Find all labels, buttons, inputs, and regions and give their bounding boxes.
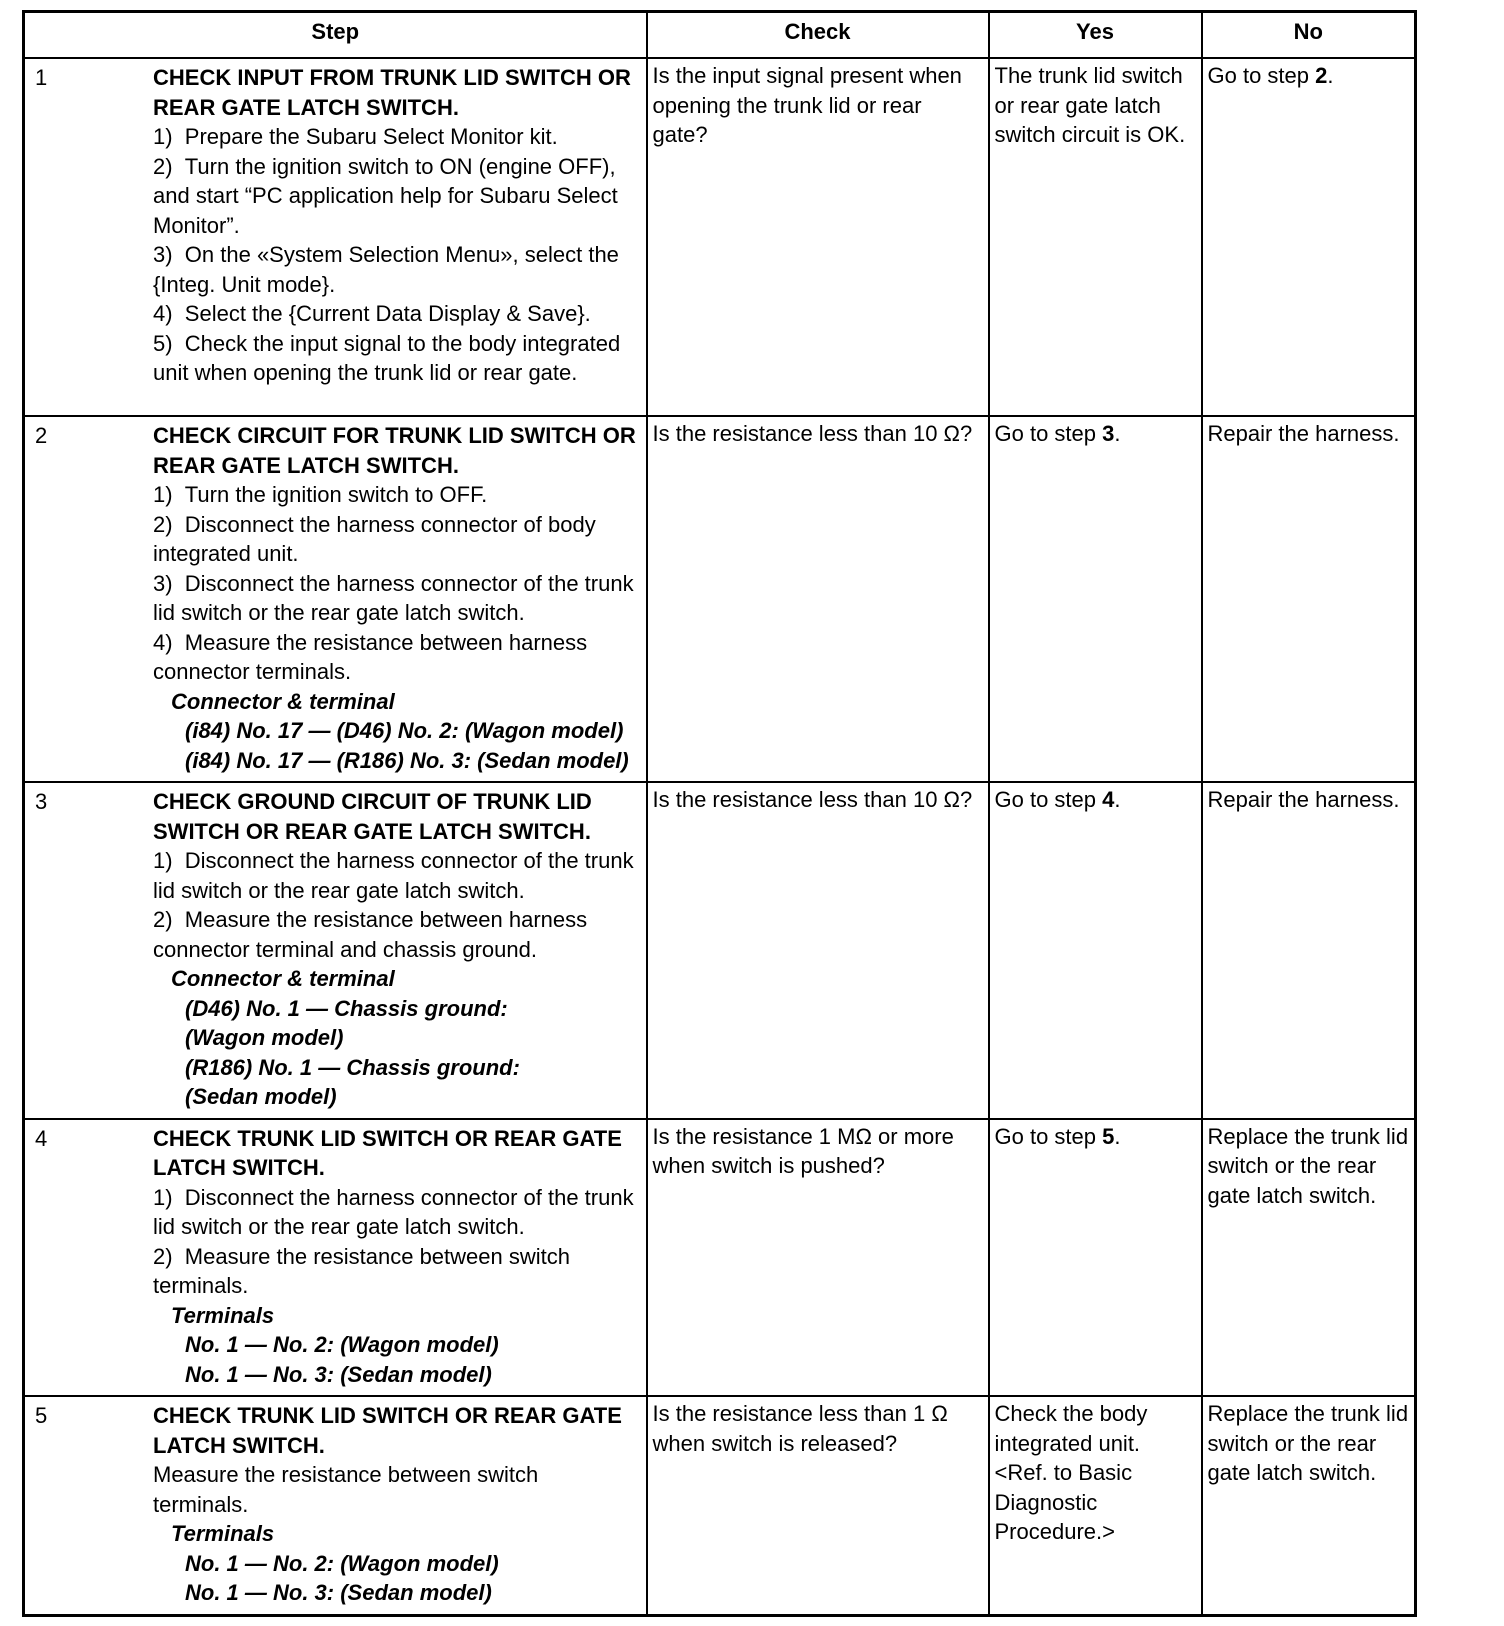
yes-text: Go to step	[994, 1123, 1103, 1149]
step-cell	[24, 1119, 647, 1397]
header-row	[24, 12, 1416, 59]
step-cell	[24, 1396, 647, 1615]
instruction: 1) Prepare the Subaru Select Monitor kit.	[153, 124, 558, 149]
step-reference: 5	[1102, 1123, 1115, 1149]
spec-line: No. 1 — No. 3: (Sedan model)	[185, 1361, 492, 1387]
header-step: Step	[24, 12, 647, 59]
step-title: CHECK TRUNK LID SWITCH OR REAR GATE LATCH SWITCH.	[153, 1125, 622, 1180]
no-text: Go to step	[1207, 63, 1316, 88]
instruction: 2) Measure the resistance between harness connector terminal and chassis ground.	[153, 907, 588, 962]
spec-line: No. 1 — No. 2: (Wagon model)	[185, 1332, 499, 1357]
step-number: 5	[35, 1403, 48, 1428]
step-title: CHECK TRUNK LID SWITCH OR REAR GATE LATCH SWITCH.	[153, 1403, 622, 1458]
step-cell	[24, 416, 647, 782]
spec-line: (Wagon model)	[185, 1025, 344, 1050]
spec-line: (i84) No. 17 — (D46) No. 2: (Wagon model)	[185, 718, 624, 743]
spec-line: (R186) No. 1 — Chassis ground:	[185, 1054, 520, 1080]
header-check: Check	[647, 12, 989, 59]
table-row	[24, 782, 1416, 1119]
step-title: CHECK INPUT FROM TRUNK LID SWITCH OR REAR GATE LATCH SWITCH.	[153, 65, 631, 120]
step-reference: 4	[1102, 787, 1115, 812]
instruction: 4) Select the {Current Data Display & Save}.	[153, 301, 591, 326]
no-suffix: .	[1327, 63, 1334, 88]
check-cell: Is the resistance less than 10 Ω?	[647, 782, 989, 1119]
spec-label: Connector & terminal	[171, 688, 395, 714]
instruction: 3) Disconnect the harness connector of the trunk lid switch or the rear gate latch switch.	[153, 570, 634, 625]
yes-text: Go to step	[994, 787, 1103, 812]
step-number: 2	[35, 423, 48, 448]
yes-cell	[989, 1119, 1202, 1397]
yes-cell: Check the body integrated unit. <Ref. to Basic Diagnostic Procedure.>	[989, 1396, 1202, 1615]
check-cell: Is the input signal present when opening the trunk lid or rear gate?	[647, 58, 989, 416]
step-title: CHECK GROUND CIRCUIT OF TRUNK LID SWITCH OR REAR GATE LATCH SWITCH.	[153, 789, 592, 844]
instruction: 2) Disconnect the harness connector of body integrated unit.	[153, 511, 596, 566]
check-cell: Is the resistance less than 10 Ω?	[647, 416, 989, 782]
yes-suffix: .	[1114, 421, 1121, 446]
instruction: 4) Measure the resistance between harness connector terminals.	[153, 629, 588, 684]
check-cell: Is the resistance 1 MΩ or more when switch is pushed?	[647, 1119, 989, 1397]
no-cell	[1202, 58, 1416, 416]
instruction: 1) Disconnect the harness connector of the trunk lid switch or the rear gate latch switch.	[153, 1184, 634, 1239]
no-cell: Repair the harness.	[1202, 782, 1416, 1119]
instruction: Measure the resistance between switch terminals.	[153, 1462, 539, 1517]
yes-cell: The trunk lid switch or rear gate latch switch circuit is OK.	[989, 58, 1202, 416]
table-row	[24, 1396, 1416, 1615]
yes-cell	[989, 782, 1202, 1119]
yes-suffix: .	[1114, 1123, 1121, 1149]
step-title: CHECK CIRCUIT FOR TRUNK LID SWITCH OR REAR GATE LATCH SWITCH.	[153, 423, 636, 478]
spec-label: Connector & terminal	[171, 966, 395, 991]
instruction: 1) Disconnect the harness connector of the trunk lid switch or the rear gate latch switch.	[153, 848, 634, 903]
spec-label: Terminals	[171, 1521, 275, 1546]
yes-cell	[989, 416, 1202, 782]
instruction: 3) On the «System Selection Menu», select the {Integ. Unit mode}.	[153, 242, 619, 297]
step-number: 1	[35, 65, 48, 90]
spec-line: (D46) No. 1 — Chassis ground:	[185, 995, 508, 1021]
instruction: 1) Turn the ignition switch to OFF.	[153, 482, 488, 507]
step-number: 4	[35, 1125, 48, 1151]
step-cell	[24, 782, 647, 1119]
header-yes: Yes	[989, 12, 1202, 59]
step-number: 3	[35, 789, 48, 814]
step-reference: 3	[1102, 421, 1115, 446]
step-cell	[24, 58, 647, 416]
yes-suffix: .	[1114, 787, 1121, 812]
no-cell: Replace the trunk lid switch or the rear gate latch switch.	[1202, 1119, 1416, 1397]
spec-line: No. 1 — No. 2: (Wagon model)	[185, 1550, 499, 1576]
spec-line: (i84) No. 17 — (R186) No. 3: (Sedan model)	[185, 747, 629, 773]
step-reference: 2	[1315, 63, 1328, 88]
table-row	[24, 1119, 1416, 1397]
no-cell: Replace the trunk lid switch or the rear gate latch switch.	[1202, 1396, 1416, 1615]
yes-text: Go to step	[994, 421, 1103, 446]
instruction: 2) Turn the ignition switch to ON (engine OFF), and start “PC application help for Subaru Select Monitor”.	[153, 153, 618, 238]
spec-line: (Sedan model)	[185, 1084, 337, 1109]
check-cell: Is the resistance less than 1 Ω when switch is released?	[647, 1396, 989, 1615]
instruction: 5) Check the input signal to the body integrated unit when opening the trunk lid or rear gate.	[153, 330, 621, 385]
no-cell: Repair the harness.	[1202, 416, 1416, 782]
spec-label: Terminals	[171, 1302, 275, 1328]
instruction: 2) Measure the resistance between switch terminals.	[153, 1243, 570, 1298]
diagnostic-table	[22, 10, 1417, 1617]
spec-line: No. 1 — No. 3: (Sedan model)	[185, 1580, 492, 1605]
table-row	[24, 416, 1416, 782]
table-row	[24, 58, 1416, 416]
header-no: No	[1202, 12, 1416, 59]
